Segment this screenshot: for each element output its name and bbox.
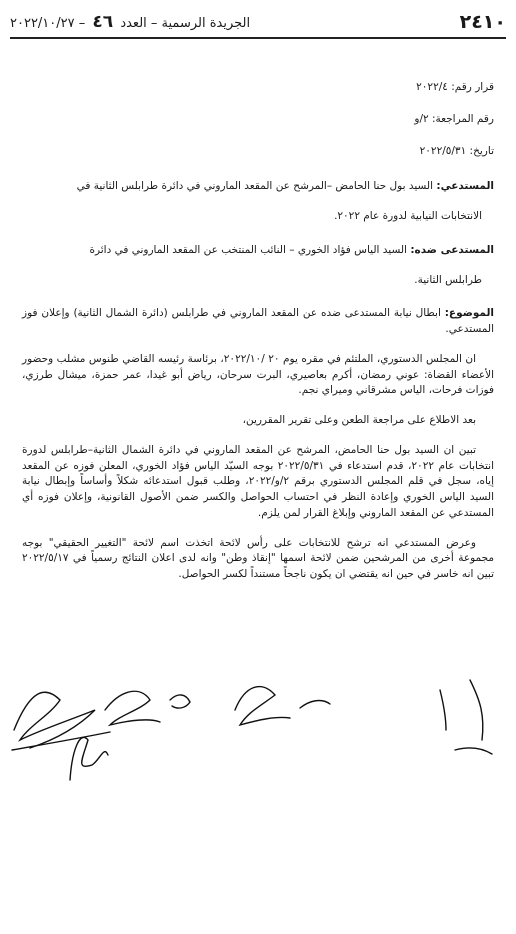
signature-9: [455, 748, 492, 754]
respondent-block: [22, 243, 494, 259]
signature-3: [105, 691, 160, 725]
page-number: ٢٤١٠: [459, 11, 506, 33]
respondent-text: السيد الياس فؤاد الخوري – النائب المنتخب عن المقعد الماروني في دائرة: [89, 243, 407, 256]
signature-7: [440, 690, 446, 730]
subject-block: [22, 306, 494, 338]
subject-label: الموضوع:: [444, 307, 494, 320]
review-number: رقم المراجعة: ٢/و: [414, 112, 494, 125]
header-divider: [10, 37, 506, 39]
signature-5: [235, 687, 290, 725]
decision-date: تاريخ: ٢٠٢٢/٥/٣١: [419, 144, 494, 157]
signature-8: [470, 680, 483, 740]
issue-number: ٤٦: [92, 12, 114, 32]
signatures-area: [0, 670, 516, 810]
signatures-drawing: [0, 670, 516, 810]
decision-body: [22, 80, 494, 597]
signature-2: [70, 737, 108, 780]
body-paragraph-4: وعرض المستدعي انه ترشح للانتخابات على رأس لائحة اتخذت اسم لائحة "التغيير الحقيقي" بوجه مجموعة أخرى من المرشحين ضمن لائحة اسمها "إنقاذ وطن" وانه لدى اعلان النتائج رسمياً في ٢٠٢٢/٥/١٧ تبين انه خاسر في حين انه يقتضي ان يكون ناجحاً مستنداً لكسر الحواصل.: [22, 536, 494, 580]
subject-text: ابطال نيابة المستدعى ضده عن المقعد الماروني في طرابلس (دائرة الشمال الثانية) وإعلان فوز المستدعي.: [22, 307, 494, 335]
appellant-block: [22, 179, 494, 195]
body-paragraph-2: بعد الاطلاع على مراجعة الطعن وعلى تقرير المقررين،: [242, 414, 476, 426]
signature-6: [300, 701, 330, 708]
gazette-name: الجريدة الرسمية – العدد: [120, 16, 251, 31]
signature-4: [170, 695, 190, 708]
body-paragraph-3: تبين ان السيد بول حنا الحامض، المرشح عن المقعد الماروني في دائرة الشمال الثانية–طرابلس لدورة انتخابات عام ٢٠٢٢، قدم استدعاء في ٢٠٢٢/٥/٣١ بوجه السيّد الياس فؤاد الخوري، المعلن فوزه عن المقعد إياه، سجل في قلم المجلس الدستوري برقم ٢/و/٢٠٢٢، وطلب قبول استدعائه شكلاً وأساساً وإبطال نيابة السيد الياس الخوري وإعادة النظر في احتساب الحواصل والكسر ضمن الأصول القانونية، وإعلان فوزه أي المستدعي عن المقعد الماروني وإبلاغ القرار لمن يلزم.: [22, 443, 495, 519]
appellant-text: السيد بول حنا الحامض –المرشح عن المقعد الماروني في دائرة طرابلس الثانية في: [76, 180, 434, 193]
body-paragraph-1: ان المجلس الدستوري، الملتئم في مقره يوم ٢٠ /٢٠٢٢/١٠، برئاسة رئيسه القاضي طنوس مشلب وحضور الأعضاء القضاة: عوني رمضان، أكرم بعاصيري، البرت سرحان، رياض أبو غيدا، عمر حمزة، ميشال طرزي، فوزات فرحات، الياس مشرقاني وميراي نجم.: [22, 352, 494, 397]
page-header: [10, 10, 506, 34]
appellant-label: المستدعي:: [436, 180, 494, 193]
issue-date: – ٢٠٢٢/١٠/٢٧: [10, 16, 86, 31]
signature-1: [14, 692, 95, 748]
appellant-cont: الانتخابات النيابية لدورة عام ٢٠٢٢.: [334, 210, 482, 222]
gazette-title: [10, 12, 250, 32]
decision-number: قرار رقم: ٢٠٢٢/٤: [416, 81, 494, 93]
respondent-label: المستدعى ضده:: [410, 243, 494, 256]
respondent-cont: طرابلس الثانية.: [414, 273, 482, 286]
